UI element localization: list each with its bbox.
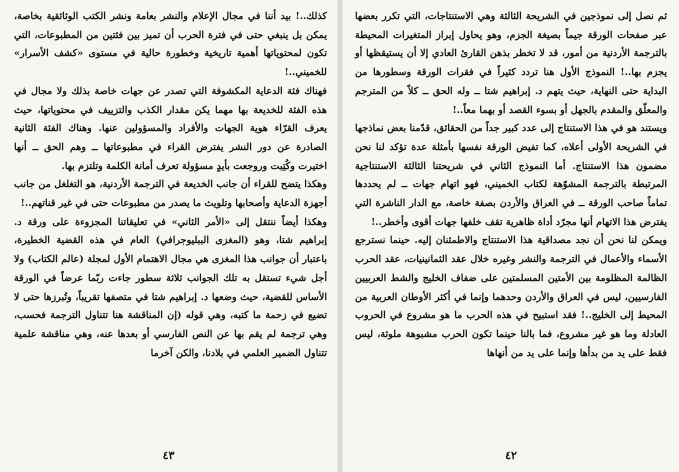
left-paragraph-1: كذلك..! بيد أننا في مجال الإعلام والنشر بعامة ونشر الكتب الوثائقية بخاصة، يمكن بل ينبغي حتى في فترة الحرب أن تميز بين فئتين من المطبوعات، التي تكون لمحتوياتها أهمية تاريخية وخطورة حالية في مستوى «كشف الأسرار» للخميني..! bbox=[14, 11, 327, 79]
left-page-number: ٤٣ bbox=[162, 449, 175, 462]
right-paragraph-1: ثم نصل إلى نموذجين في الشريحة الثالثة وهي الاستنتاجات، التي تكرر بعضها عبر صفحات الورقة جيماً بصيغة الجزم، وهو يحاول إبراز المتغيرات المحيطة بالترجمة الأردنية من أمور، قد لا تخطر بذهن القارئ العادي إلا أن يستيقظها أو يجزم بها..! النموذج الأول هنا تردد كثيراً في فقرات الورقة وسطورها من البداية حتى النهاية، حيث يتهم د. إبراهيم شتا ــ وله الحق ــ كلاً من المترجم والمعلّق والمقدم بالجهل أو بسوء القصد أو بهما معاً..! bbox=[355, 11, 667, 116]
left-page bbox=[0, 0, 337, 472]
right-page-number: ٤٢ bbox=[505, 449, 517, 462]
right-paragraph-3: ويمكن لنا نحن أن نجد مصداقية هذا الاستنتاج والاطمئنان إليه. حينما نسترجع الأسماء والأعمال في الترجمة والنشر وغيره خلال عقد الثمانينيات، عقد الحرب الظالمة المظلومة بين الأمتين المسلمتين على ضفاف الخليج والشط العربيين الفارسيين، ليس في العراق والأردن وحدهما وإنما في أكثر الأوطان العربية من المحيط إلى الخليج..! فقد استبيح في هذه الحرب ما هو مشروع في الحروب العادلة وما هو غير مشروع، فما بالنا حينما تكون الحرب مشبوهة ملوثة، ليس فقط على يد من بدأها وإنما على يد من أنهاها bbox=[355, 235, 667, 359]
left-paragraph-4: وهكذا أيضاً ننتقل إلى «الأمر الثاني» في تعليقاتنا المجزوءة على ورقة د. إبراهيم شتا، وهو (المغزى الببليوجرافي) العام في هذه القضية الخطيرة، باعتبار أن جوانب هذا المغزى هي مجال الاهتمام الأول لمجلة (عالم الكتاب) ولا أجل شيء تستقل به تلك الجوانب ثلاثة سطور جاءت ربّما عرضاً في الورقة الأساس للقضية، حيث وضعها د. إبراهيم شتا في متصفها تقريباً، وتُبرزها حتى لا تضيع في زحمة ما كتبه، وهي قوله (إن المناقشة هنا تتناول الترجمة فحسب، وهي ترجمة لم يقم بها عن النص الفارسي أو بعدها عنه، وهي مناقشة علمية تتناول الضمير العلمي في بلادنا، والكن آخرما bbox=[14, 216, 327, 359]
right-page bbox=[343, 0, 679, 472]
left-paragraph-2: فهناك فئة الدعاية المكشوفة التي تصدر عن جهات خاصة بذلك ولا مجال في هذه الفئة للخديعة بها مهما يكن مقدار الكذب والتزييف في محتوياتها، حيث يعرف القرّاء هوية الجهات والأفراد والمسؤولين عنها. وهناك الفئة الثانية الصادرة عن دور النشر يفترض القراء في مطبوعاتها ــ وهم الحق ــ أنها اختيرت وكُتِبت وروجعت بأيدٍ مسؤولة تعرف أمانة الكلمة وتلتزم بها. bbox=[14, 85, 327, 172]
left-page-text bbox=[14, 8, 327, 363]
right-page-text bbox=[355, 8, 667, 363]
right-paragraph-2: ويستند هو في هذا الاستنتاج إلى عدد كبير جداً من الحقائق، قدّمنا بعض نماذجها في الشريحة الأولى أعلاه، كما تفيض الورقة نفسها بأمثلة عدة تؤكد لنا نحن مضمون هذا الاستنتاج. أما النموذج الثاني في شريحتنا الثالثة الاستنتاجية المرتبطة بالترجمة المشوّهة لكتاب الخميني، فهو اتهام جهات ــ لم يحددها تماماً صاحب الورقة ــ في العراق والأردن بصفة خاصة، مع الدار الناشرة التي يفترض هذا الاتهام أنها مجرّد أداة ظاهرية تقف خلفها جهات أقوى وأخطر..! bbox=[355, 123, 667, 228]
left-paragraph-3: وهكذا يتضح للقراء أن جانب الخديعة في الترجمة الأردنية، هو التغلغل من جانب أجهزة الدعاية وأصحابها وتلويث ما يصدر من مطبوعات حتى في غير قناتهم..! bbox=[14, 179, 327, 210]
